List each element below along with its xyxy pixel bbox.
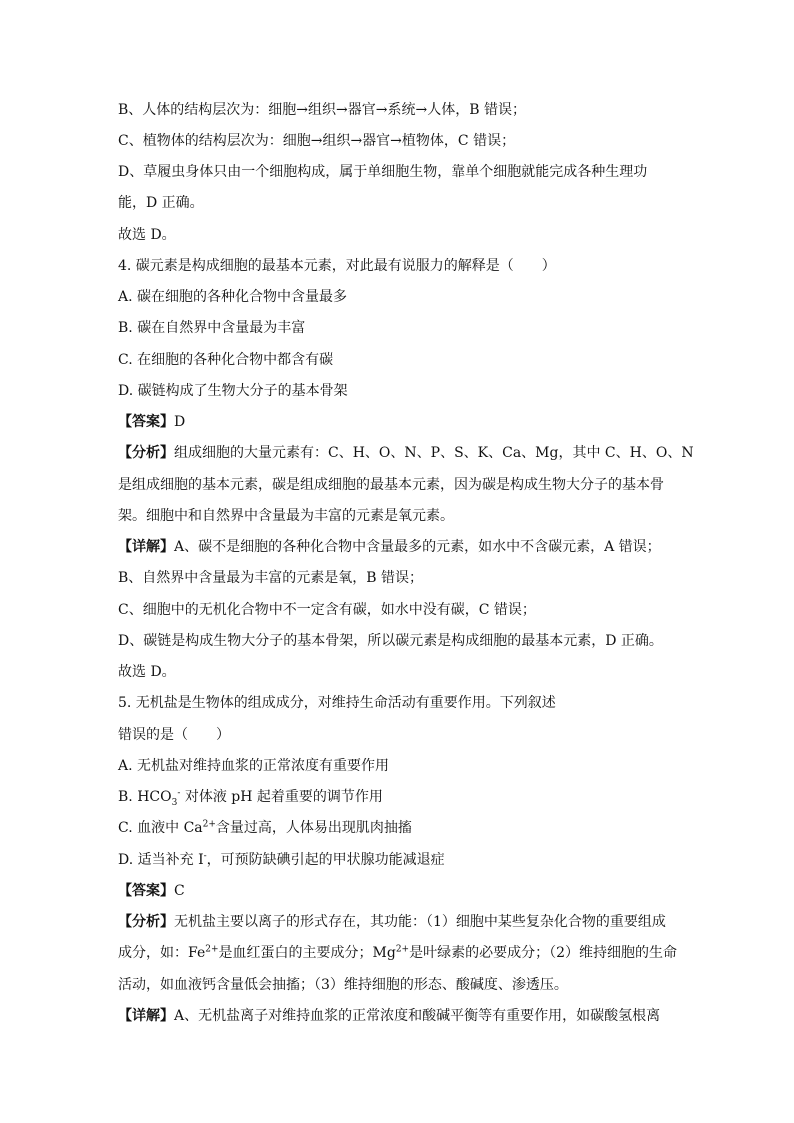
ion-text-1: 成分，如：Fe: [118, 945, 206, 961]
detail-label: 【详解】: [118, 539, 174, 555]
question-4-option-b: B. 碳在自然界中含量最为丰富: [118, 320, 306, 336]
option-d-sup: -: [203, 851, 207, 862]
question-4-stem: 4. 碳元素是构成细胞的最基本元素，对此最有说服力的解释是（ ）: [118, 258, 556, 274]
option-c-sup: 2+: [202, 819, 216, 830]
analysis-line: [118, 912, 678, 932]
analysis-line: [118, 443, 694, 463]
analysis-text: 无机盐主要以离子的形式存在，其功能：（1）细胞中某些复杂化合物的重要组成: [174, 914, 666, 930]
option-d-prefix: D. 适当补充 I: [118, 852, 204, 868]
text-line: 是组成细胞的基本元素，碳是组成细胞的最基本元素，因为碳是构成生物大分子的基本骨: [118, 477, 664, 493]
question-5-option-a: A. 无机盐对维持血浆的正常浓度有重要作用: [118, 758, 390, 774]
detail-text: A、无机盐离子对维持血浆的正常浓度和酸碱平衡等有重要作用，如碳酸氢根离: [174, 1008, 661, 1024]
question-5-stem-cont: 错误的是（ ）: [118, 727, 230, 743]
question-4-option-a: A. 碳在细胞的各种化合物中含量最多: [118, 289, 348, 305]
detail-line: [118, 1006, 678, 1026]
question-5-option-b: [118, 787, 678, 807]
detail-line: [118, 537, 678, 557]
mg-sup: 2+: [395, 944, 410, 955]
option-c-prefix: C. 血液中 Ca: [118, 820, 203, 836]
option-b-sup: -: [177, 788, 181, 799]
ion-text-3: 是叶绿素的必要成分；（2）维持细胞的生命: [409, 945, 677, 961]
fe-sup: 2+: [205, 944, 219, 955]
answer-value: C: [174, 883, 185, 899]
answer-line: [118, 881, 678, 901]
answer-line: [118, 412, 678, 432]
question-4-option-c: C. 在细胞的各种化合物中都含有碳: [118, 352, 334, 368]
option-b-sub: 3: [171, 797, 178, 808]
question-5-option-d: [118, 850, 678, 870]
answer-value: D: [174, 414, 186, 430]
question-5-stem: 5. 无机盐是生物体的组成成分，对维持生命活动有重要作用。下列叙述: [118, 695, 556, 711]
text-line: D、碳链是构成生物大分子的基本骨架，所以碳元素是构成细胞的最基本元素，D 正确。: [118, 633, 663, 649]
text-line-ions: [118, 943, 678, 963]
analysis-text: 组成细胞的大量元素有：C、H、O、N、P、S、K、Ca、Mg，其中 C、H、O、N: [174, 445, 694, 461]
analysis-label: 【分析】: [118, 914, 174, 930]
answer-label: 【答案】: [118, 883, 174, 899]
text-line: C、植物体的结构层次为：细胞→组织→器官→植物体，C 错误；: [118, 133, 516, 149]
option-b-prefix: B. HCO: [118, 789, 172, 805]
ion-text-2: 是血红蛋白的主要成分；Mg: [218, 945, 396, 961]
text-line: 故选 D。: [118, 664, 176, 680]
detail-label: 【详解】: [118, 1008, 174, 1024]
option-b-suffix: 对体液 pH 起着重要的调节作用: [180, 789, 383, 805]
question-4-option-d: D. 碳链构成了生物大分子的基本骨架: [118, 383, 348, 399]
question-5-option-c: [118, 818, 678, 838]
option-d-suffix: ，可预防缺碘引起的甲状腺功能减退症: [206, 852, 445, 868]
answer-label: 【答案】: [118, 414, 174, 430]
text-line: B、人体的结构层次为：细胞→组织→器官→系统→人体，B 错误；: [118, 102, 526, 118]
text-line: 能，D 正确。: [118, 195, 204, 211]
text-line: 活动，如血液钙含量低会抽搐；（3）维持细胞的形态、酸碱度、渗透压。: [118, 977, 568, 993]
text-line: C、细胞中的无机化合物中不一定含有碳，如水中没有碳，C 错误；: [118, 602, 536, 618]
text-line: 架。细胞中和自然界中含量最为丰富的元素是氧元素。: [118, 508, 454, 524]
detail-text: A、碳不是细胞的各种化合物中含量最多的元素，如水中不含碳元素，A 错误；: [174, 539, 661, 555]
text-line: D、草履虫身体只由一个细胞构成，属于单细胞生物，靠单个细胞就能完成各种生理功: [118, 164, 648, 180]
text-line: B、自然界中含量最为丰富的元素是氧，B 错误；: [118, 570, 424, 586]
text-line: 故选 D。: [118, 227, 176, 243]
option-c-suffix: 含量过高，人体易出现肌肉抽搐: [215, 820, 412, 836]
analysis-label: 【分析】: [118, 445, 174, 461]
